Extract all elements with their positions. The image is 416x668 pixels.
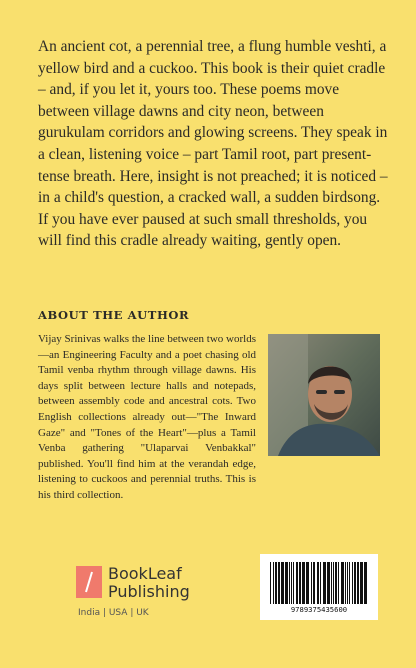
about-author-heading: ABOUT THE AUTHOR xyxy=(38,308,190,322)
publisher-name-line2: Publishing xyxy=(108,582,190,601)
publisher-logo xyxy=(76,566,226,656)
leaf-slash-icon xyxy=(76,566,102,598)
publisher-regions: India | USA | UK xyxy=(78,608,149,618)
publisher-name-line1: BookLeaf xyxy=(108,564,182,583)
author-bio: Vijay Srinivas walks the line between two worlds—an Engineering Faculty and a poet chasing old Tamil venba rhythm through village dawns. His days split between lecture halls and notepads, between assembly code and ancestral cots. Two English collections already out—"The Inward Gaze" and "Tones of the Heart"—plus a Tamil Venba gathering "Ulaparvai Venbakkal" published. You'll find him at the verandah edge, listening to cuckoos and perennial truths. This is his third collection. xyxy=(38,333,256,501)
isbn-barcode xyxy=(260,554,378,620)
back-cover-blurb: An ancient cot, a perennial tree, a flung humble veshti, a yellow bird and a cuckoo. This book is their quiet cradle – and, if you let it, yours too. These poems move between village dawns and city neon, between gurukulam corridors and glowing screens. They speak in a clean, listening voice – part Tamil root, part present-tense breath. Here, insight is not preached; it is noticed – in a child's question, a cracked wall, a sudden birdsong. If you have ever paused at such small thresholds, you will find this cradle already waiting, gently open. xyxy=(38,38,388,250)
barcode-bars xyxy=(270,562,368,604)
isbn-number: 9789375435600 xyxy=(290,605,348,614)
author-photo xyxy=(268,334,380,456)
